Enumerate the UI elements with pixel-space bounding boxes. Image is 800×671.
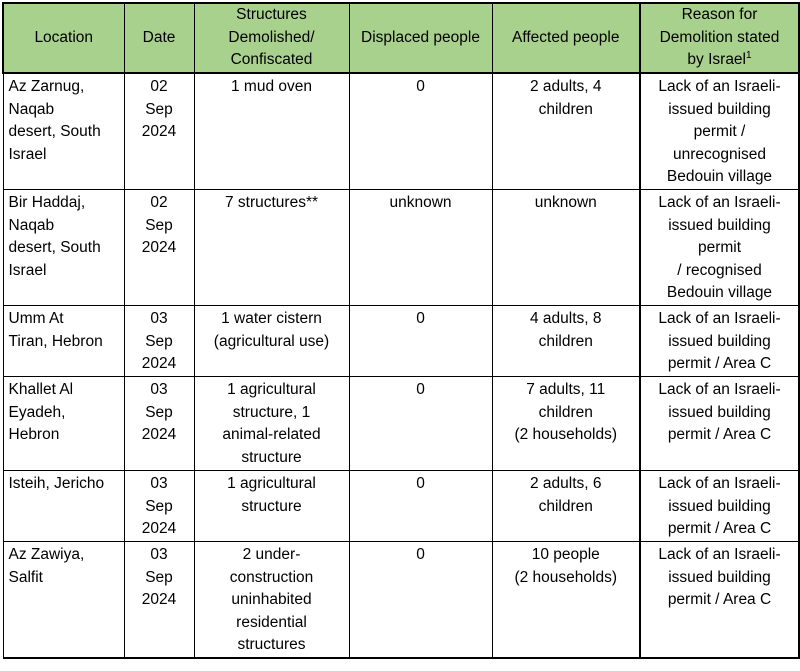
cell-reason: Lack of an Israeli- issued building permit / Area C	[640, 471, 799, 542]
cell-affected: 4 adults, 8 children	[492, 306, 640, 377]
cell-reason: Lack of an Israeli- issued building permit / Area C	[640, 306, 799, 377]
header-row	[3, 3, 799, 73]
cell-displaced: unknown	[349, 190, 492, 306]
cell-date: 02 Sep 2024	[124, 190, 194, 306]
cell-date: 03 Sep 2024	[124, 377, 194, 471]
cell-location: Bir Haddaj, Naqab desert, South Israel	[3, 190, 124, 306]
cell-displaced: 0	[349, 542, 492, 658]
footnote-marker: 1	[746, 50, 752, 62]
cell-affected: unknown	[492, 190, 640, 306]
cell-date: 03 Sep 2024	[124, 306, 194, 377]
table-row	[3, 306, 799, 377]
cell-structures: 7 structures**	[194, 190, 349, 306]
header-displaced: Displaced people	[349, 3, 492, 73]
header-structures: Structures Demolished/ Confiscated	[194, 3, 349, 73]
cell-location: Isteih, Jericho	[3, 471, 124, 542]
cell-structures: 1 agricultural structure	[194, 471, 349, 542]
cell-affected: 2 adults, 6 children	[492, 471, 640, 542]
table-row	[3, 377, 799, 471]
cell-location: Az Zawiya, Salfit	[3, 542, 124, 658]
cell-structures: 1 mud oven	[194, 73, 349, 190]
cell-displaced: 0	[349, 306, 492, 377]
header-location: Location	[3, 3, 124, 73]
cell-affected: 2 adults, 4 children	[492, 73, 640, 190]
cell-date: 03 Sep 2024	[124, 542, 194, 658]
header-reason: Reason for Demolition stated by Israel$^1$	[640, 3, 799, 73]
cell-displaced: 0	[349, 377, 492, 471]
table-row	[3, 471, 799, 542]
cell-affected: 7 adults, 11 children (2 households)	[492, 377, 640, 471]
cell-displaced: 0	[349, 471, 492, 542]
header-affected: Affected people	[492, 3, 640, 73]
cell-location: Khallet Al Eyadeh, Hebron	[3, 377, 124, 471]
cell-reason: Lack of an Israeli- issued building permit / unrecognised Bedouin village	[640, 73, 799, 190]
cell-reason: Lack of an Israeli- issued building permit / recognised Bedouin village	[640, 190, 799, 306]
cell-date: 02 Sep 2024	[124, 73, 194, 190]
table-row	[3, 542, 799, 658]
cell-location: Umm At Tiran, Hebron	[3, 306, 124, 377]
cell-location: Az Zarnug, Naqab desert, South Israel	[3, 73, 124, 190]
cell-date: 03 Sep 2024	[124, 471, 194, 542]
demolitions-table	[2, 2, 800, 659]
table-row	[3, 190, 799, 306]
cell-displaced: 0	[349, 73, 492, 190]
table-row	[3, 73, 799, 190]
header-date: Date	[124, 3, 194, 73]
cell-affected: 10 people (2 households)	[492, 542, 640, 658]
cell-reason: Lack of an Israeli- issued building permit / Area C	[640, 377, 799, 471]
cell-structures: 1 agricultural structure, 1 animal-related structure	[194, 377, 349, 471]
cell-structures: 2 under- construction uninhabited residential structures	[194, 542, 349, 658]
cell-structures: 1 water cistern (agricultural use)	[194, 306, 349, 377]
cell-reason: Lack of an Israeli- issued building permit / Area C	[640, 542, 799, 658]
